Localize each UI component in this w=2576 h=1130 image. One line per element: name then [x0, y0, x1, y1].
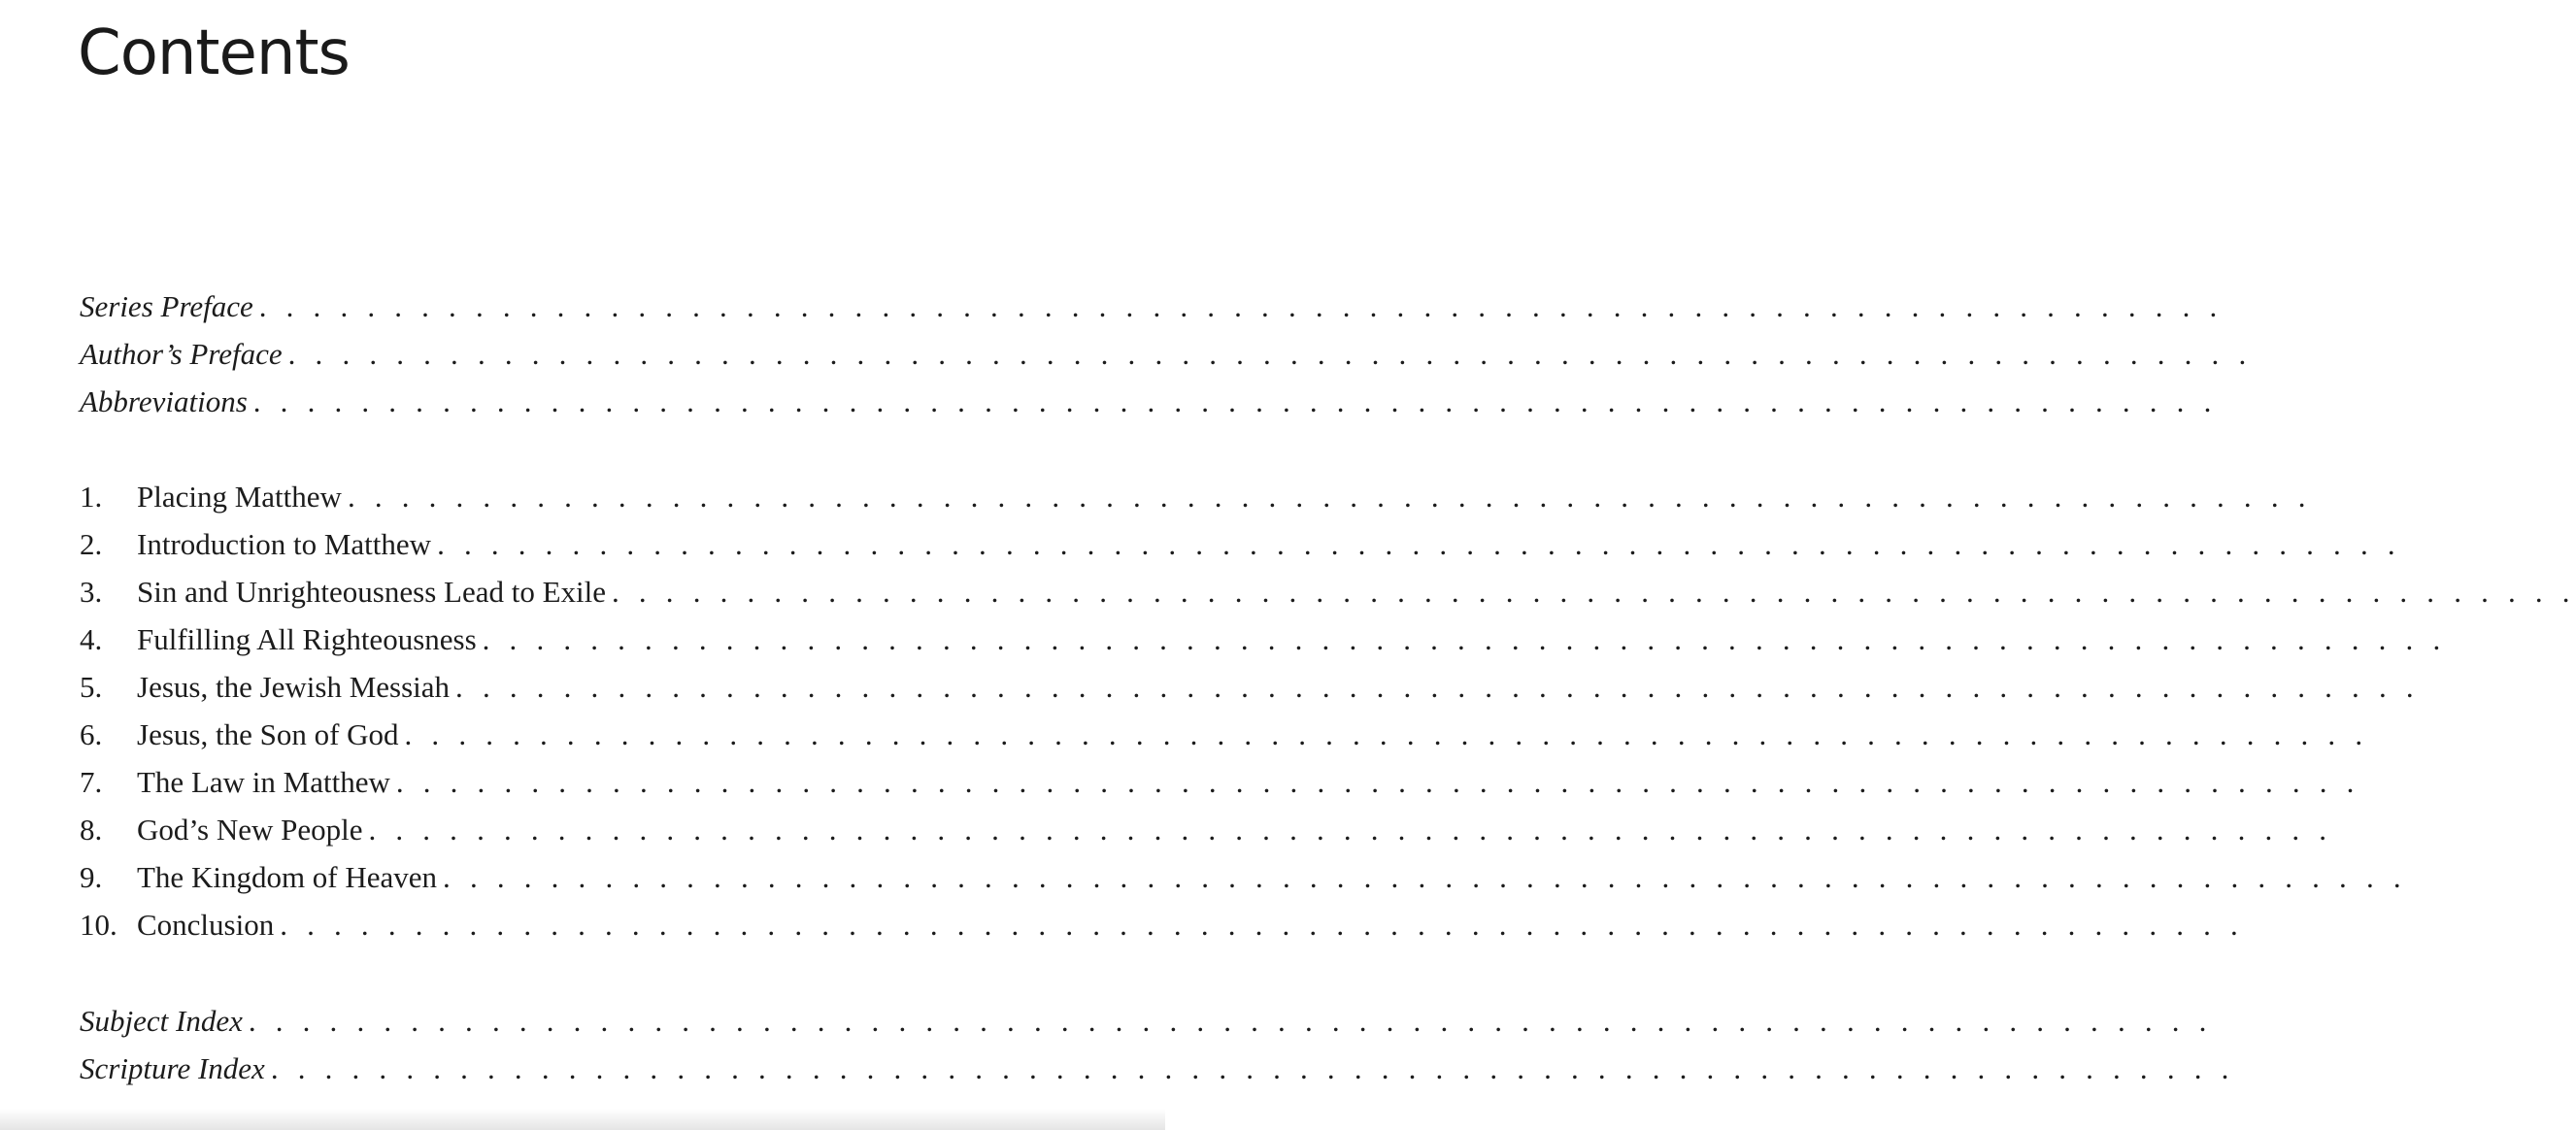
chapter-title: Jesus, the Jewish Messiah	[137, 670, 451, 704]
chapter-title: Jesus, the Son of God	[137, 717, 399, 751]
chapter-title: God’s New People	[137, 813, 363, 847]
chapter-title: The Kingdom of Heaven	[137, 860, 438, 894]
chapter-list	[80, 473, 2576, 948]
toc-chapter-4[interactable]	[80, 615, 2447, 663]
dot-leader: . . . . . . . . . . . . . . . . . . . . . . . . . . . . . . . . . . . . . . . . . . . . . . . . . . . . . . . . . . . . . . . . . . . . . . . . .	[248, 1004, 2213, 1038]
back-matter-list	[80, 997, 2235, 1092]
chapter-number: 9.	[80, 860, 103, 894]
dot-leader: . . . . . . . . . . . . . . . . . . . . . . . . . . . . . . . . . . . . . . . . . . . . . . . . . . . . . . . . . . . . . . . . . . . . . . . . .	[280, 908, 2244, 942]
toc-chapter-5[interactable]	[80, 663, 2420, 711]
chapter-title: Sin and Unrighteousness Lead to Exile	[137, 575, 606, 609]
toc-entry-label: Abbreviations	[80, 384, 248, 418]
chapter-number: 1.	[80, 480, 103, 514]
dot-leader: . . . . . . . . . . . . . . . . . . . . . . . . . . . . . . . . . . . . . . . . . . . . . . . . . . . . . . . . . . . . . . . . . . . . . . . . .	[437, 527, 2401, 561]
chapter-number: 8.	[80, 813, 103, 847]
toc-entry-subject-index[interactable]	[80, 997, 2213, 1045]
chapter-number: 7.	[80, 765, 103, 799]
dot-leader: . . . . . . . . . . . . . . . . . . . . . . . . . . . . . . . . . . . . . . . . . . . . . . . . . . . . . . . . . . . . . . . . . . . . . . . . .	[287, 337, 2253, 371]
toc-chapter-9[interactable]	[80, 853, 2407, 901]
dot-leader: . . . . . . . . . . . . . . . . . . . . . . . . . . . . . . . . . . . . . . . . . . . . . . . . . . . . . . . . . . . . . . . . . . . . . . . . .	[482, 622, 2447, 656]
dot-leader: . . . . . . . . . . . . . . . . . . . . . . . . . . . . . . . . . . . . . . . . . . . . . . . . . . . . . . . . . . . . . . . . . . . . . . . . .	[270, 1051, 2235, 1085]
dot-leader: . . . . . . . . . . . . . . . . . . . . . . . . . . . . . . . . . . . . . . . . . . . . . . . . . . . . . . . . . . . . . . . . . . . . . . . . .	[404, 717, 2369, 751]
dot-leader: . . . . . . . . . . . . . . . . . . . . . . . . . . . . . . . . . . . . . . . . . . . . . . . . . . . . . . . . . . . . . . . . . . . . . . . . .	[252, 384, 2218, 418]
dot-leader: . . . . . . . . . . . . . . . . . . . . . . . . . . . . . . . . . . . . . . . . . . . . . . . . . . . . . . . . . . . . . . . . . . . . . . . . .	[455, 670, 2420, 704]
toc-chapter-6[interactable]	[80, 711, 2369, 758]
page-bottom-shadow	[0, 1109, 1165, 1130]
toc-entry-label: Subject Index	[80, 1004, 243, 1038]
dot-leader: . . . . . . . . . . . . . . . . . . . . . . . . . . . . . . . . . . . . . . . . . . . . . . . . . . . . . . . . . . . . . . . . . . . . . . . . .	[347, 480, 2312, 514]
page-title: Contents	[78, 17, 350, 89]
toc-chapter-3[interactable]	[80, 568, 2576, 615]
dot-leader: . . . . . . . . . . . . . . . . . . . . . . . . . . . . . . . . . . . . . . . . . . . . . . . . . . . . . . . . . . . . . . . . . . . . . . . . .	[368, 813, 2333, 847]
chapter-number: 4.	[80, 622, 103, 656]
toc-entry-series-preface[interactable]	[80, 282, 2224, 330]
chapter-number: 10.	[80, 908, 117, 942]
toc-entry-scripture-index[interactable]	[80, 1045, 2235, 1092]
toc-entry-abbreviations[interactable]	[80, 378, 2218, 425]
toc-chapter-10[interactable]	[80, 901, 2244, 948]
front-matter-list	[80, 282, 2253, 425]
dot-leader: . . . . . . . . . . . . . . . . . . . . . . . . . . . . . . . . . . . . . . . . . . . . . . . . . . . . . . . . . . . . . . . . . . . . . . . . .	[612, 575, 2576, 609]
dot-leader: . . . . . . . . . . . . . . . . . . . . . . . . . . . . . . . . . . . . . . . . . . . . . . . . . . . . . . . . . . . . . . . . . . . . . . . . .	[258, 289, 2224, 323]
toc-chapter-7[interactable]	[80, 758, 2360, 806]
dot-leader: . . . . . . . . . . . . . . . . . . . . . . . . . . . . . . . . . . . . . . . . . . . . . . . . . . . . . . . . . . . . . . . . . . . . . . . . .	[395, 765, 2360, 799]
chapter-number: 3.	[80, 575, 103, 609]
toc-entry-authors-preface[interactable]	[80, 330, 2253, 378]
chapter-title: Introduction to Matthew	[137, 527, 432, 561]
toc-chapter-2[interactable]	[80, 520, 2401, 568]
chapter-title: Conclusion	[137, 908, 275, 942]
chapter-title: Placing Matthew	[137, 480, 342, 514]
chapter-number: 2.	[80, 527, 103, 561]
chapter-number: 6.	[80, 717, 103, 751]
chapter-title: Fulfilling All Righteousness	[137, 622, 477, 656]
toc-chapter-8[interactable]	[80, 806, 2333, 853]
toc-entry-label: Author’s Preface	[80, 337, 283, 371]
chapter-number: 5.	[80, 670, 103, 704]
toc-entry-label: Series Preface	[80, 289, 253, 323]
toc-chapter-1[interactable]	[80, 473, 2312, 520]
toc-entry-label: Scripture Index	[80, 1051, 265, 1085]
chapter-title: The Law in Matthew	[137, 765, 390, 799]
dot-leader: . . . . . . . . . . . . . . . . . . . . . . . . . . . . . . . . . . . . . . . . . . . . . . . . . . . . . . . . . . . . . . . . . . . . . . . . .	[443, 860, 2407, 894]
